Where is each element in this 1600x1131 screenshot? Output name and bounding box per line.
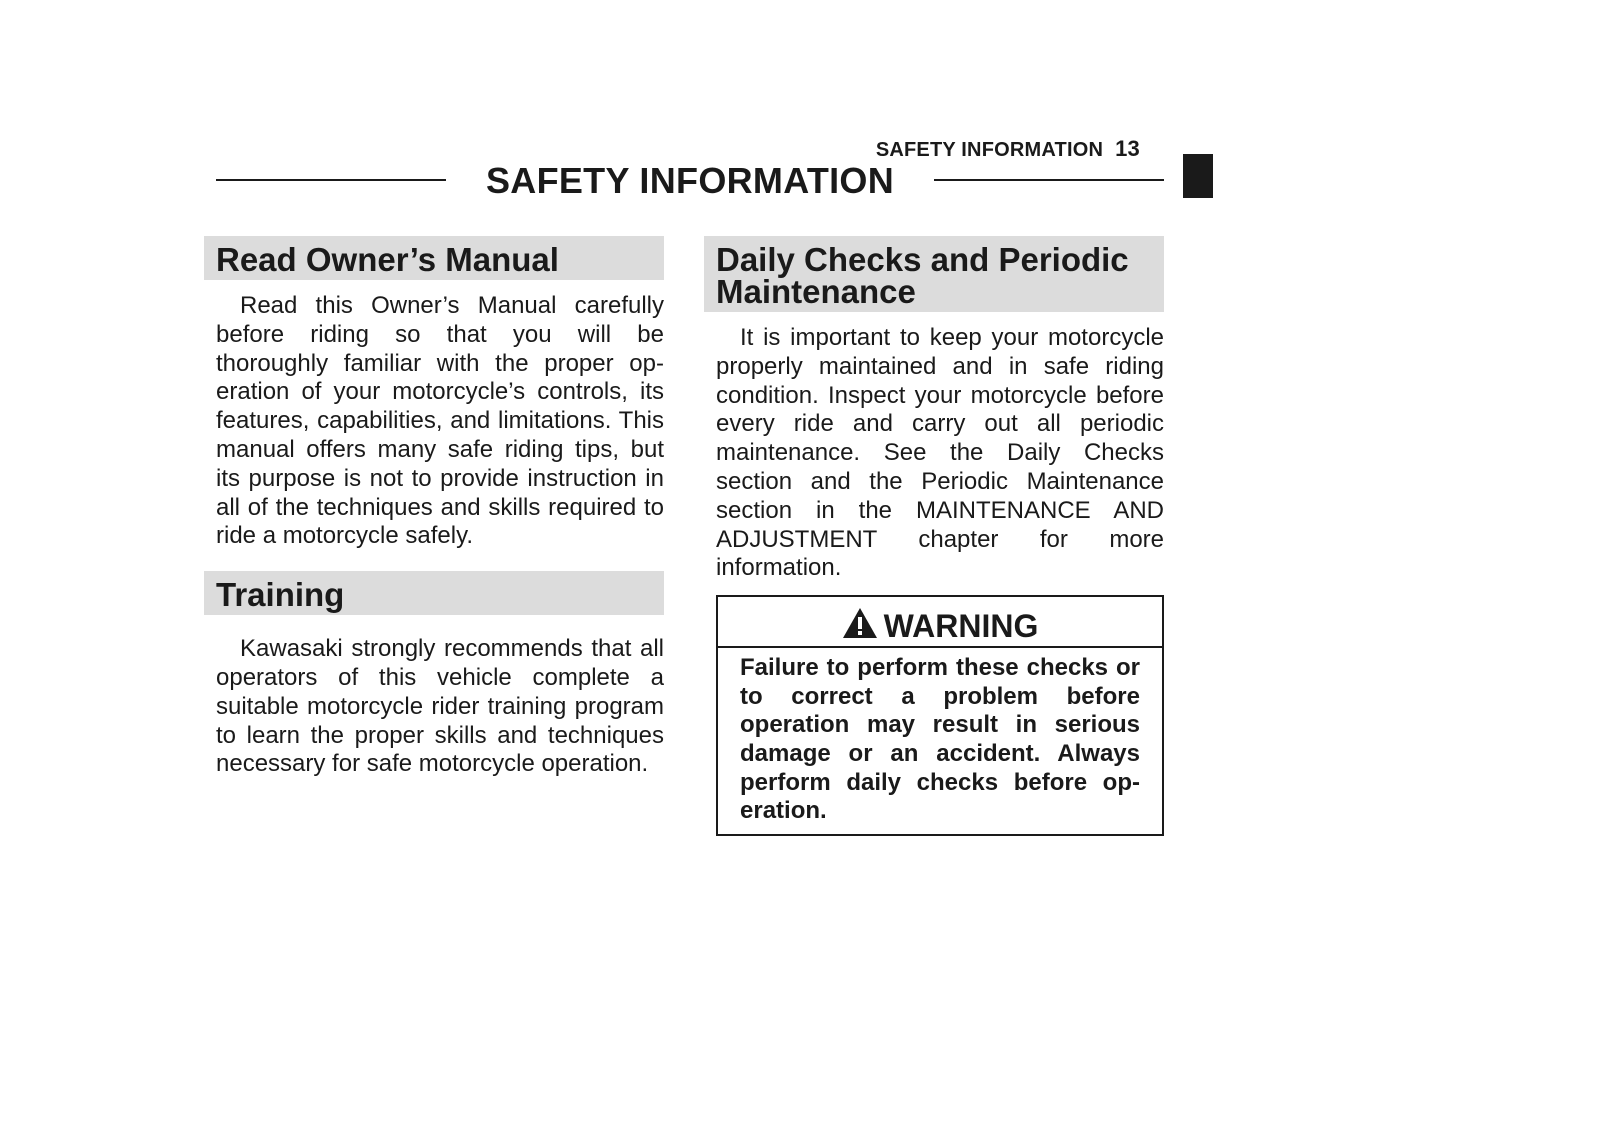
section-heading: Read Owner’s Manual	[204, 236, 664, 280]
warning-box	[716, 595, 1164, 836]
title-rule-left	[216, 179, 446, 181]
page-number: 13	[1115, 136, 1140, 161]
section-read-owners-manual	[204, 236, 664, 551]
section-daily-checks	[704, 236, 1164, 583]
chapter-title: SAFETY INFORMATION	[485, 160, 895, 201]
title-rule-right	[934, 179, 1164, 181]
section-body: Read this Owner’s Manual carefully before riding so that you will be thoroughly familiar with the proper operation of your motorcycle’s controls, its features, capabilities, and limitations. This manual offers many safe riding tips, but its purpose is not to provide instruction in all of the techniques and skills required to ride a motorcycle safely.	[216, 292, 664, 550]
warning-triangle-icon	[842, 607, 878, 639]
spacer	[204, 551, 664, 571]
warning-text: Failure to perform these checks or to correct a problem before operation may result in serious damage or an accident. Always perform daily checks before operation.	[740, 654, 1140, 825]
warning-title-bar	[718, 597, 1162, 648]
section-training	[204, 571, 664, 779]
running-header	[876, 136, 1140, 162]
chapter-thumb-tab	[1183, 154, 1213, 198]
left-column	[204, 236, 664, 779]
section-body: It is important to keep your motorcycle properly maintained and in safe riding condition. Inspect your motorcycle before every ride and carry out all periodic maintenance. See the Daily Checks section and the Periodic Maintenance section in the MAINTENANCE AND ADJUSTMENT chapter for more information.	[716, 324, 1164, 582]
right-column	[704, 236, 1164, 836]
section-heading: Daily Checks and Periodic Maintenance	[704, 236, 1164, 312]
section-heading: Training	[204, 571, 664, 615]
section-body: Kawasaki strongly recommends that all operators of this vehicle complete a suitable motorcycle rider training program to learn the proper skills and techniques necessary for safe motorcycle operation.	[216, 635, 664, 778]
warning-title: WARNING	[883, 608, 1039, 645]
running-header-title: SAFETY INFORMATION	[875, 139, 1104, 161]
